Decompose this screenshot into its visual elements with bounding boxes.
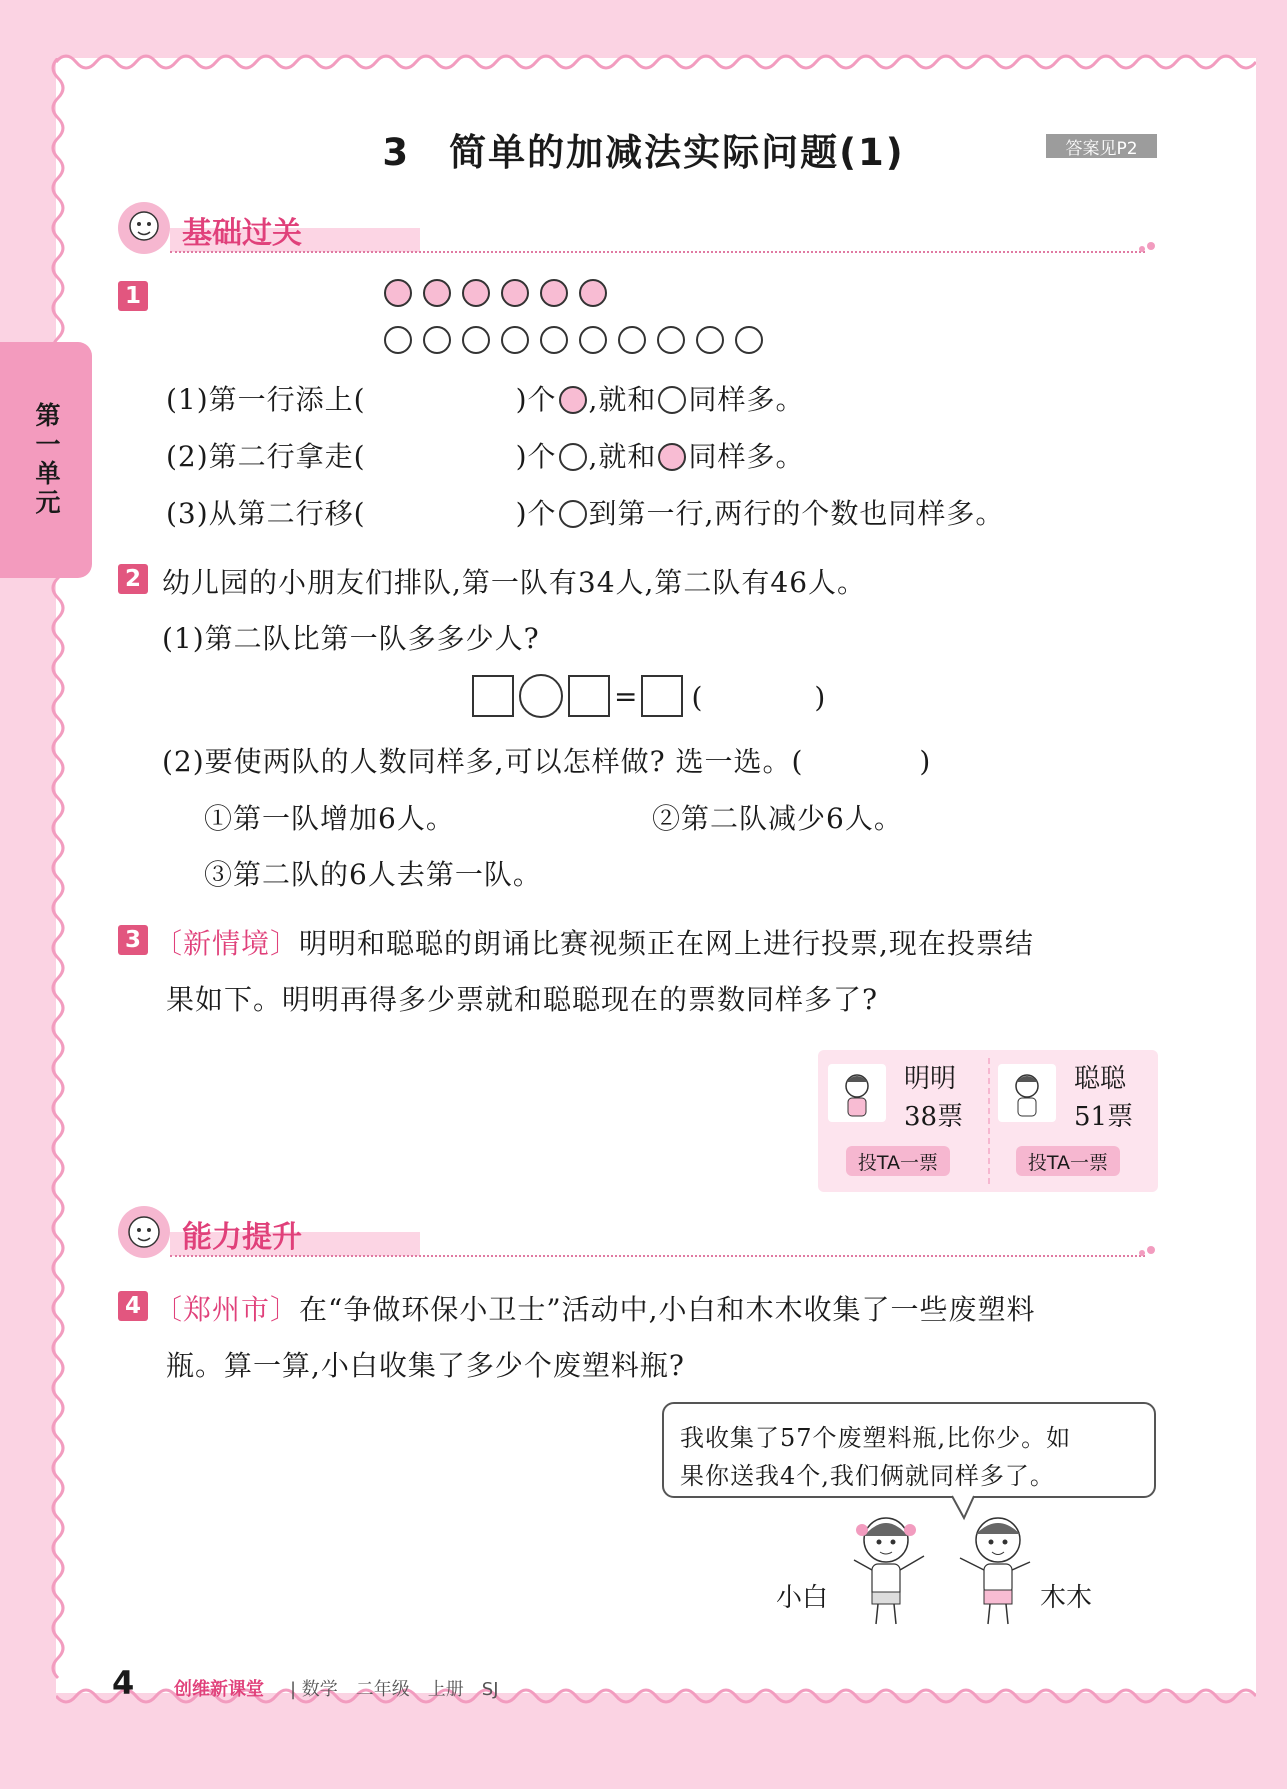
q3-context-tag: 〔新情境〕 xyxy=(154,927,300,960)
q2-option-2: ②第二队减少6人。 xyxy=(652,802,903,835)
operator-circle[interactable] xyxy=(519,674,563,718)
speech-bubble xyxy=(662,1402,1156,1498)
vote-button[interactable]: 投TA一票 xyxy=(1016,1146,1120,1176)
answer-box[interactable] xyxy=(472,675,514,717)
pink-circle-icon xyxy=(540,279,568,307)
pink-circle-icon xyxy=(462,279,490,307)
girl-illustration-icon xyxy=(836,1508,936,1628)
white-circle-icon xyxy=(559,500,587,528)
equals-sign: = xyxy=(614,679,638,713)
section-title: 能力提升 xyxy=(182,1220,302,1255)
q2-sub1: (1)第二队比第一队多多少人? xyxy=(162,622,540,655)
question-number-2: 2 xyxy=(118,564,148,594)
speech-line-1: 我收集了57个废塑料瓶,比你少。如 xyxy=(680,1424,1072,1452)
q3-line2: 果如下。明明再得多少票就和聪聪现在的票数同样多了? xyxy=(166,983,879,1016)
white-circle-icon xyxy=(657,326,685,354)
mascot-avatar-icon xyxy=(118,202,170,254)
white-circle-icon xyxy=(696,326,724,354)
vote-candidate-mingming xyxy=(818,1050,988,1192)
q2-stem: 幼儿园的小朋友们排队,第一队有34人,第二队有46人。 xyxy=(162,566,867,599)
q4-line1: 〔郑州市〕在“争做环保小卫士”活动中,小白和木木收集了一些废塑料 xyxy=(154,1293,1036,1326)
page-title: 3 简单的加减法实际问题(1) xyxy=(382,131,905,174)
answer-reference-badge: 答案见P2 xyxy=(1046,134,1157,158)
section-dotted-rule xyxy=(170,1255,1145,1257)
q1-part2: (2)第二行拿走( )个 ,就和 同样多。 xyxy=(166,440,805,473)
white-circle-icon xyxy=(658,386,686,414)
pink-circle-icon xyxy=(423,279,451,307)
circle-row-pink xyxy=(384,279,618,307)
q2-option-3: ③第二队的6人去第一队。 xyxy=(204,858,542,891)
unit-blank[interactable]: ( ) xyxy=(691,681,826,714)
kid-label-mumu: 木木 xyxy=(1040,1583,1093,1613)
page-number: 4 xyxy=(112,1664,135,1702)
q3-line1: 〔新情境〕明明和聪聪的朗诵比赛视频正在网上进行投票,现在投票结 xyxy=(154,927,1034,960)
speech-line-2: 果你送我4个,我们俩就同样多了。 xyxy=(680,1462,1055,1490)
q4-line2: 瓶。算一算,小白收集了多少个废塑料瓶? xyxy=(166,1349,685,1382)
vote-count: 51票 xyxy=(1074,1102,1134,1132)
vote-count: 38票 xyxy=(904,1102,964,1132)
section-dotted-rule xyxy=(170,251,1145,253)
answer-box[interactable] xyxy=(568,675,610,717)
white-circle-icon xyxy=(384,326,412,354)
q1-part1: (1)第一行添上( )个 ,就和 同样多。 xyxy=(166,383,805,416)
pink-circle-icon xyxy=(501,279,529,307)
unit-tab-label: 第一单元 xyxy=(32,402,61,518)
section-header-basic xyxy=(118,202,1158,254)
white-circle-icon xyxy=(462,326,490,354)
pink-circle-icon xyxy=(384,279,412,307)
vote-card xyxy=(818,1050,1158,1192)
section-header-advanced xyxy=(118,1206,1158,1258)
boy-illustration-icon xyxy=(948,1508,1048,1628)
white-circle-icon xyxy=(559,443,587,471)
footer-brand: 创维新课堂 xyxy=(174,1679,264,1700)
mascot-avatar-icon xyxy=(118,1206,170,1258)
footer-book-info: | 数学 二年级 上册 SJ xyxy=(290,1679,499,1700)
circle-row-white xyxy=(384,326,774,354)
q2-sub2: (2)要使两队的人数同样多,可以怎样做? 选一选。( ) xyxy=(162,745,932,778)
white-circle-icon xyxy=(501,326,529,354)
white-circle-icon xyxy=(423,326,451,354)
q1-part3: (3)从第二行移( )个 到第一行,两行的个数也同样多。 xyxy=(166,497,1005,530)
unit-side-tab xyxy=(0,342,92,578)
q2-option-1: ①第一队增加6人。 xyxy=(204,802,455,835)
section-title: 基础过关 xyxy=(182,216,302,251)
kid-label-xiaobai: 小白 xyxy=(776,1583,829,1613)
equation-template xyxy=(472,674,825,718)
question-number-4: 4 xyxy=(118,1291,148,1321)
question-number-3: 3 xyxy=(118,925,148,955)
question-number-1: 1 xyxy=(118,281,148,311)
pink-circle-icon xyxy=(579,279,607,307)
wavy-border-top xyxy=(56,48,1256,70)
white-circle-icon xyxy=(735,326,763,354)
q4-context-tag: 〔郑州市〕 xyxy=(154,1293,300,1326)
vote-name: 明明 xyxy=(904,1064,957,1094)
white-circle-icon xyxy=(579,326,607,354)
white-circle-icon xyxy=(540,326,568,354)
decorative-dots-icon xyxy=(1138,1244,1158,1258)
pink-circle-icon xyxy=(559,386,587,414)
wavy-border-left xyxy=(46,58,68,1693)
boy-avatar-icon xyxy=(828,1064,886,1122)
boy-avatar-icon xyxy=(998,1064,1056,1122)
white-circle-icon xyxy=(618,326,646,354)
vote-button[interactable]: 投TA一票 xyxy=(846,1146,950,1176)
answer-box[interactable] xyxy=(641,675,683,717)
pink-circle-icon xyxy=(658,443,686,471)
decorative-dots-icon xyxy=(1138,240,1158,254)
vote-name: 聪聪 xyxy=(1074,1064,1127,1094)
vote-candidate-congcong xyxy=(988,1050,1158,1192)
